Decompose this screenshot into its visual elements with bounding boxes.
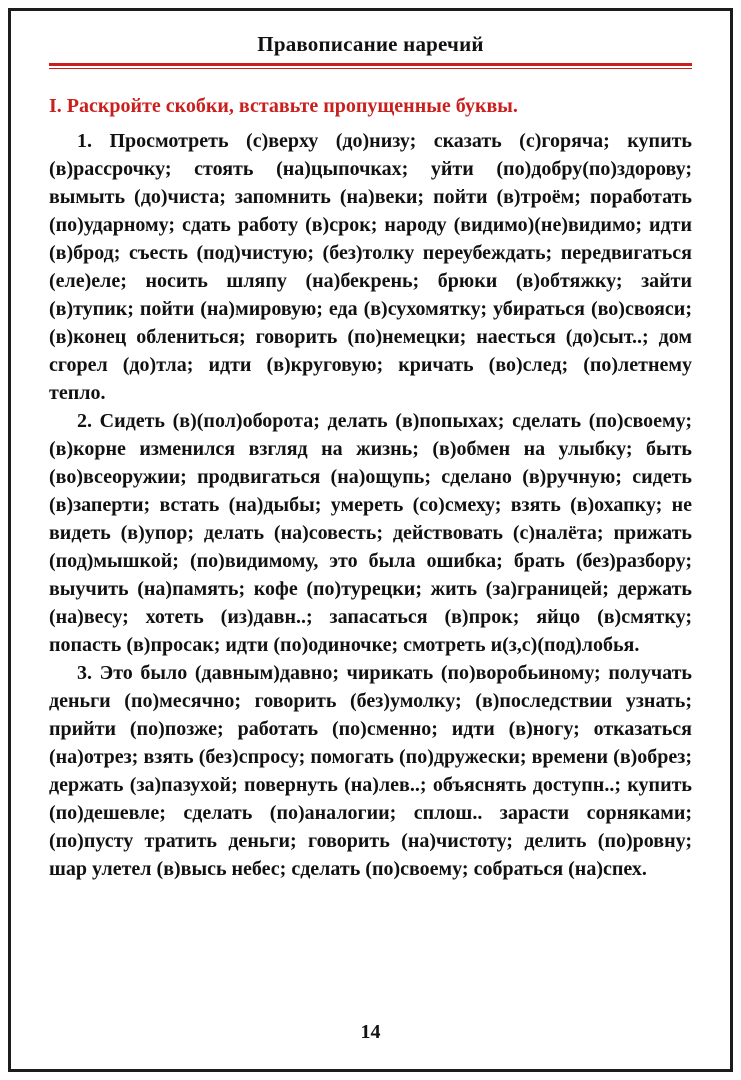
- exercise-text: [49, 127, 692, 883]
- exercise-paragraph-2: 2. Сидеть (в)(пол)оборота; делать (в)попыхах; сделать (по)своему; (в)корне изменился взгляд на жизнь; (в)обмен на улыбку; быть (во)всеоружии; продвигаться (на)ощупь; сделано (в)ручную; сидеть (в)заперти; встать (на)дыбы; умереть (со)смеху; взять (в)охапку; не видеть (в)упор; делать (на)совесть; действовать (с)налёта; прижать (под)мышкой; (по)видимому, это была ошибка; брать (без)разбору; выучить (на)память; кофе (по)турецки; жить (за)границей; держать (на)весу; хотеть (из)давн..; запасаться (в)прок; яйцо (в)смятку; попасть (в)просак; идти (по)одиночке; смотреть и(з,с)(под)лобья.: [49, 410, 692, 656]
- page-title: Правописание наречий: [257, 32, 484, 56]
- title-underline: [49, 63, 692, 69]
- page-number: 14: [360, 1021, 381, 1043]
- exercise-paragraph-3: 3. Это было (давным)давно; чирикать (по)воробьиному; получать деньги (по)месячно; говорить (без)умолку; (в)последствии узнать; прийти (по)позже; работать (по)сменно; идти (в)ногу; отказаться (на)отрез; взять (без)спросу; помогать (по)дружески; времени (в)обрез; держать (за)пазухой; повернуть (на)лев..; объяснять доступн..; купить (по)дешевле; сделать (по)аналогии; сплош.. зарасти сорняками; (по)пусту тратить деньги; говорить (на)чистоту; делить (по)ровну; шар улетел (в)высь небес; сделать (по)своему; собраться (на)спех.: [49, 662, 692, 880]
- page-content: [49, 32, 692, 883]
- exercise-paragraph-1: 1. Просмотреть (с)верху (до)низу; сказать (с)горяча; купить (в)рассрочку; стоять (на)цыпочках; уйти (по)добру(по)здорову; вымыть (до)чиста; запомнить (на)веки; пойти (в)троём; поработать (по)ударному; сдать работу (в)срок; народу (видимо)(не)видимо; идти (в)брод; съесть (под)чистую; (без)толку переубеждать; передвигаться (еле)еле; носить шляпу (на)бекрень; брюки (в)обтяжку; зайти (в)тупик; пойти (на)мировую; еда (в)сухомятку; убираться (во)свояси; (в)конец облениться; говорить (по)немецки; наесться (до)сыт..; дом сгорел (до)тла; идти (в)круговую; кричать (во)след; (по)летнему тепло.: [49, 130, 692, 404]
- section-heading: I. Раскройте скобки, вставьте пропущенные буквы.: [49, 95, 518, 117]
